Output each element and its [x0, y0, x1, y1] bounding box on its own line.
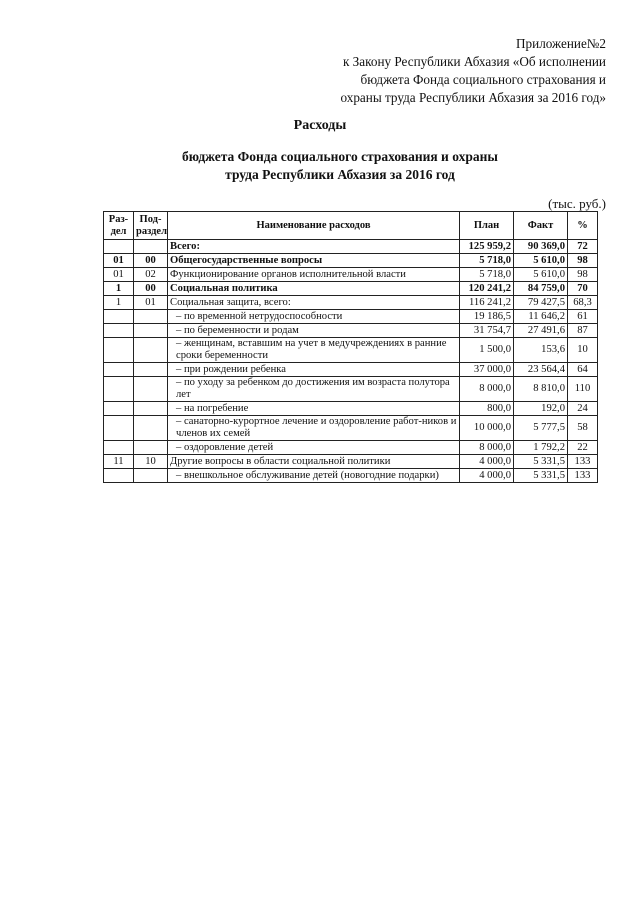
col-header-section: Раз-дел [104, 212, 134, 240]
cell-name: – по уходу за ребенком до достижения им возраста полутора лет [168, 377, 460, 402]
cell-subsection [134, 469, 168, 483]
cell-fact: 79 427,5 [514, 296, 568, 310]
expenses-table [103, 211, 598, 483]
cell-fact: 5 331,5 [514, 455, 568, 469]
cell-subsection: 02 [134, 268, 168, 282]
cell-name: Функционирование органов исполнительной власти [168, 268, 460, 282]
cell-fact: 5 610,0 [514, 268, 568, 282]
cell-plan: 4 000,0 [460, 469, 514, 483]
table-row [104, 254, 598, 268]
table-row [104, 240, 598, 254]
table-row [104, 377, 598, 402]
cell-pct: 22 [568, 441, 598, 455]
cell-pct: 61 [568, 310, 598, 324]
cell-subsection [134, 324, 168, 338]
cell-fact: 5 610,0 [514, 254, 568, 268]
cell-subsection: 01 [134, 296, 168, 310]
cell-name: – при рождении ребенка [168, 363, 460, 377]
appendix-line: к Закону Республики Абхазия «Об исполнении [342, 54, 606, 69]
cell-plan: 1 500,0 [460, 338, 514, 363]
cell-plan: 5 718,0 [460, 268, 514, 282]
cell-name: – оздоровление детей [168, 441, 460, 455]
table-row [104, 268, 598, 282]
cell-plan: 31 754,7 [460, 324, 514, 338]
cell-pct: 133 [568, 455, 598, 469]
cell-name: – на погребение [168, 402, 460, 416]
cell-subsection: 00 [134, 282, 168, 296]
cell-plan: 120 241,2 [460, 282, 514, 296]
table-row [104, 296, 598, 310]
cell-name: Другие вопросы в области социальной политики [168, 455, 460, 469]
cell-plan: 8 000,0 [460, 441, 514, 455]
col-header-fact: Факт [514, 212, 568, 240]
cell-subsection [134, 402, 168, 416]
cell-plan: 10 000,0 [460, 416, 514, 441]
cell-subsection [134, 338, 168, 363]
cell-pct: 133 [568, 469, 598, 483]
cell-pct: 98 [568, 254, 598, 268]
cell-subsection [134, 240, 168, 254]
cell-name: – по временной нетрудоспособности [168, 310, 460, 324]
cell-subsection: 00 [134, 254, 168, 268]
cell-pct: 110 [568, 377, 598, 402]
cell-plan: 125 959,2 [460, 240, 514, 254]
cell-section: 11 [104, 455, 134, 469]
document-title: Расходы [293, 118, 347, 133]
table-row [104, 282, 598, 296]
cell-pct: 68,3 [568, 296, 598, 310]
subtitle-line: труда Республики Абхазия за 2016 год [225, 167, 455, 182]
cell-plan: 4 000,0 [460, 455, 514, 469]
cell-plan: 5 718,0 [460, 254, 514, 268]
appendix-line: бюджета Фонда социального страхования и [360, 72, 606, 87]
cell-section [104, 416, 134, 441]
cell-pct: 72 [568, 240, 598, 254]
cell-fact: 23 564,4 [514, 363, 568, 377]
table-row [104, 310, 598, 324]
table-row [104, 338, 598, 363]
cell-pct: 70 [568, 282, 598, 296]
cell-subsection: 10 [134, 455, 168, 469]
cell-subsection [134, 416, 168, 441]
cell-plan: 19 186,5 [460, 310, 514, 324]
cell-name: Всего: [168, 240, 460, 254]
cell-section: 01 [104, 254, 134, 268]
appendix-line: охраны труда Республики Абхазия за 2016 год» [340, 90, 606, 105]
cell-plan: 8 000,0 [460, 377, 514, 402]
table-row [104, 416, 598, 441]
cell-name: – женщинам, вставшим на учет в медучреждениях в ранние сроки беременности [168, 338, 460, 363]
units-label: (тыс. руб.) [548, 196, 606, 211]
cell-pct: 98 [568, 268, 598, 282]
table-row [104, 441, 598, 455]
cell-name: – по беременности и родам [168, 324, 460, 338]
table-row [104, 402, 598, 416]
cell-section: 01 [104, 268, 134, 282]
cell-section [104, 363, 134, 377]
appendix-line: Приложение№2 [516, 36, 606, 51]
table-row [104, 455, 598, 469]
cell-subsection [134, 310, 168, 324]
col-header-pct: % [568, 212, 598, 240]
cell-name: – внешкольное обслуживание детей (новогодние подарки) [168, 469, 460, 483]
cell-pct: 24 [568, 402, 598, 416]
col-header-name: Наименование расходов [168, 212, 460, 240]
cell-section [104, 377, 134, 402]
cell-fact: 90 369,0 [514, 240, 568, 254]
cell-pct: 87 [568, 324, 598, 338]
col-header-subsection: Под-раздел [134, 212, 168, 240]
cell-subsection [134, 363, 168, 377]
cell-fact: 1 792,2 [514, 441, 568, 455]
cell-section [104, 310, 134, 324]
cell-fact: 84 759,0 [514, 282, 568, 296]
cell-section [104, 469, 134, 483]
cell-section: 1 [104, 282, 134, 296]
cell-name: – санаторно-курортное лечение и оздоровление работ-ников и членов их семей [168, 416, 460, 441]
cell-plan: 37 000,0 [460, 363, 514, 377]
cell-pct: 58 [568, 416, 598, 441]
cell-section [104, 402, 134, 416]
cell-section [104, 240, 134, 254]
cell-section [104, 324, 134, 338]
cell-fact: 8 810,0 [514, 377, 568, 402]
cell-name: Социальная защита, всего: [168, 296, 460, 310]
appendix-header [250, 35, 606, 107]
cell-section [104, 441, 134, 455]
cell-pct: 10 [568, 338, 598, 363]
cell-plan: 116 241,2 [460, 296, 514, 310]
col-header-plan: План [460, 212, 514, 240]
cell-fact: 5 331,5 [514, 469, 568, 483]
cell-fact: 27 491,6 [514, 324, 568, 338]
cell-name: Общегосударственные вопросы [168, 254, 460, 268]
cell-fact: 192,0 [514, 402, 568, 416]
cell-subsection [134, 377, 168, 402]
table-row [104, 469, 598, 483]
cell-section [104, 338, 134, 363]
cell-section: 1 [104, 296, 134, 310]
cell-fact: 5 777,5 [514, 416, 568, 441]
table-row [104, 324, 598, 338]
cell-subsection [134, 441, 168, 455]
cell-name: Социальная политика [168, 282, 460, 296]
cell-fact: 11 646,2 [514, 310, 568, 324]
table-row [104, 363, 598, 377]
cell-pct: 64 [568, 363, 598, 377]
cell-fact: 153,6 [514, 338, 568, 363]
document-subtitle [150, 148, 530, 184]
subtitle-line: бюджета Фонда социального страхования и охраны [182, 149, 498, 164]
cell-plan: 800,0 [460, 402, 514, 416]
